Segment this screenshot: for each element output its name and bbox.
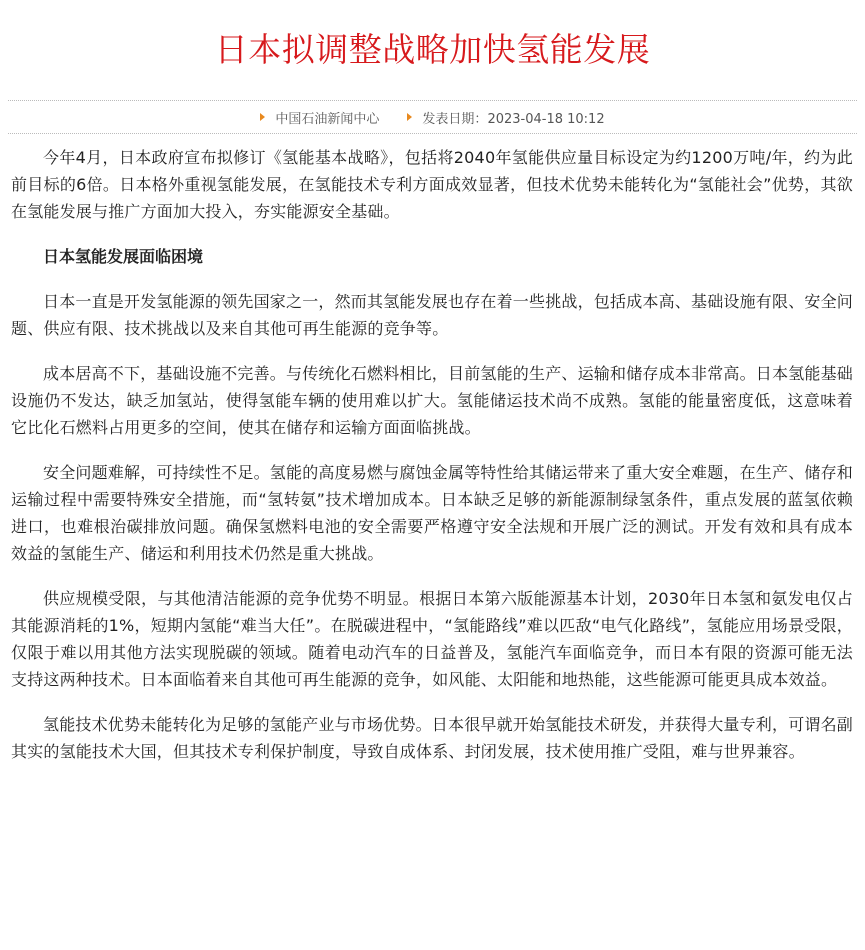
publish-date bbox=[422, 108, 604, 127]
date-value: 2023-04-18 10:12 bbox=[487, 111, 605, 127]
body-paragraph: 成本居高不下，基础设施不完善。与传统化石燃料相比，目前氢能的生产、运输和储存成本非常高。日本氢能基础设施仍不发达，缺乏加氢站，使得氢能车辆的使用难以扩大。氢能储运技术尚不成熟。氢能的能量密度低，这意味着它比化石燃料占用更多的空间，使其在储存和运输方面面临挑战。 bbox=[11, 364, 854, 437]
section-heading: 日本氢能发展面临困境 bbox=[43, 247, 204, 266]
arrow-right-icon bbox=[260, 113, 265, 121]
body-paragraph: 安全问题难解，可持续性不足。氢能的高度易燃与腐蚀金属等特性给其储运带来了重大安全难题，在生产、储存和运输过程中需要特殊安全措施，而“氢转氨”技术增加成本。日本缺乏足够的新能源制绿氢条件，重点发展的蓝氢依赖进口，也难根治碳排放问题。确保氢燃料电池的安全需要严格遵守安全法规和开展广泛的测试。开发有效和具有成本效益的氢能生产、储运和利用技术仍然是重大挑战。 bbox=[11, 463, 854, 563]
article-body bbox=[8, 134, 857, 765]
source-label: 中国石油新闻中心 bbox=[275, 111, 380, 127]
article-title: 日本拟调整战略加快氢能发展 bbox=[214, 30, 651, 69]
date-label: 发表日期： bbox=[422, 111, 488, 127]
article-meta-bar bbox=[8, 100, 857, 134]
body-paragraph: 日本一直是开发氢能源的领先国家之一，然而其氢能发展也存在着一些挑战，包括成本高、基础设施有限、安全问题、供应有限、技术挑战以及来自其他可再生能源的竞争等。 bbox=[11, 292, 854, 338]
meta-date bbox=[407, 108, 604, 127]
intro-paragraph: 今年4月，日本政府宣布拟修订《氢能基本战略》，包括将2040年氢能供应量目标设定为约1200万吨/年，约为此前目标的6倍。日本格外重视氢能发展，在氢能技术专利方面成效显著，但技术优势未能转化为“氢能社会”优势，其欲在氢能发展与推广方面加大投入，夯实能源安全基础。 bbox=[11, 148, 853, 221]
body-paragraph: 氢能技术优势未能转化为足够的氢能产业与市场优势。日本很早就开始氢能技术研发，并获得大量专利，可谓名副其实的氢能技术大国，但其技术专利保护制度，导致自成体系、封闭发展，技术使用推广受阻，难与世界兼容。 bbox=[11, 715, 854, 761]
arrow-right-icon bbox=[407, 113, 412, 121]
meta-source bbox=[260, 108, 379, 127]
body-paragraph: 供应规模受限，与其他清洁能源的竞争优势不明显。根据日本第六版能源基本计划，2030年日本氢和氨发电仅占其能源消耗的1%，短期内氢能“难当大任”。在脱碳进程中，“氢能路线”难以匹敌“电气化路线”，氢能应用场景受限，仅限于难以用其他方法实现脱碳的领域。随着电动汽车的日益普及，氢能汽车面临竞争，而日本有限的资源可能无法支持这两种技术。日本面临着来自其他可再生能源的竞争，如风能、太阳能和地热能，这些能源可能更具成本效益。 bbox=[11, 589, 853, 689]
